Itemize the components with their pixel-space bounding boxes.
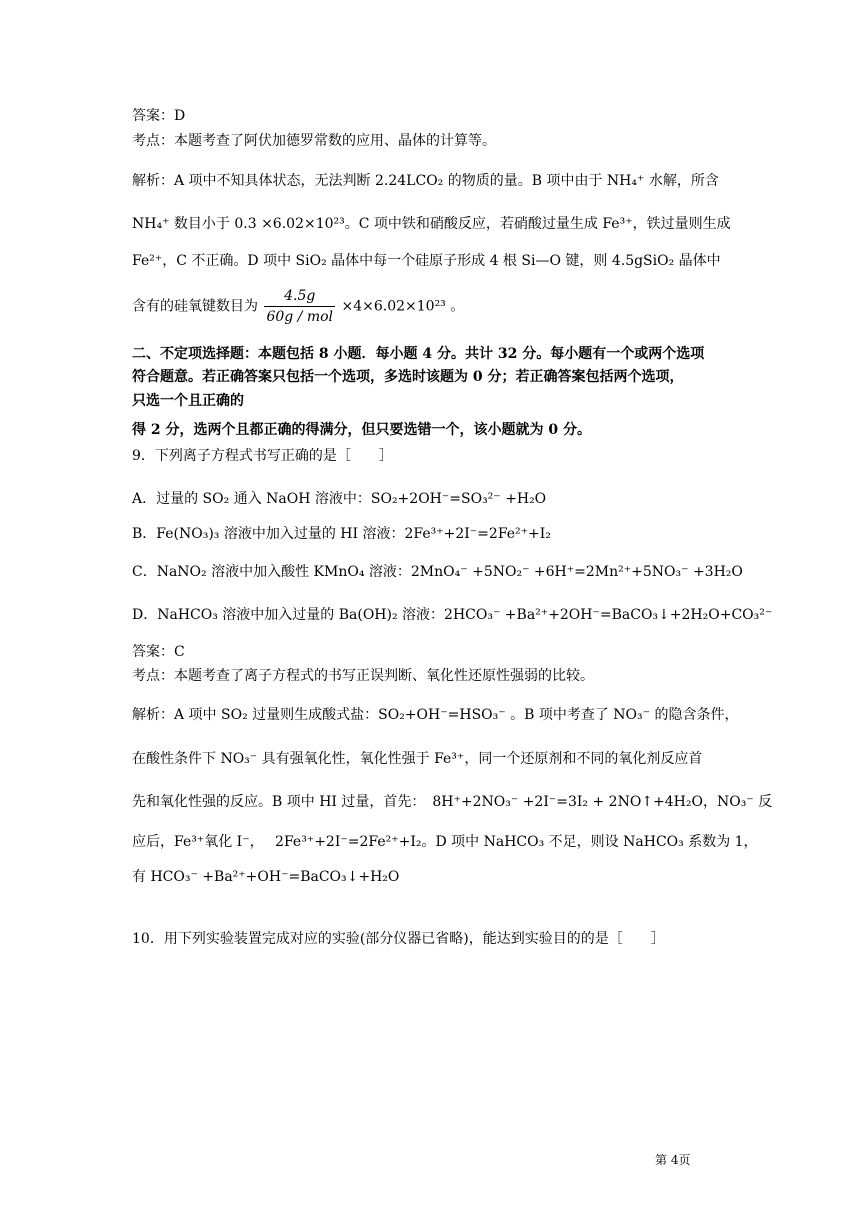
jiexi-8-formula-line [132,286,464,327]
kaodian-8: 考点：本题考查了阿伏加德罗常数的应用、晶体的计算等。 [132,133,496,149]
option-b: B．Fe(NO₃)₃ 溶液中加入过量的 HI 溶液：2Fe³⁺+2I⁻=2Fe²⁺+I₂ [132,526,551,542]
question-10: 10．用下列实验装置完成对应的实验(部分仪器已省略)，能达到实验目的的是［ ］ [132,931,665,947]
option-a: A．过量的 SO₂ 通入 NaOH 溶液中：SO₂+2OH⁻=SO₃²⁻ +H₂O [132,491,547,507]
jiexi-9-line4: 应后，Fe³⁺氧化 I⁻， 2Fe³⁺+2I⁻=2Fe²⁺+I₂。D 项中 NaHCO₃ 不足，则设 NaHCO₃ 系数为 1， [132,834,758,850]
formula-prefix: 含有的硅氧键数目为 [132,298,258,315]
fraction-denominator: 60g / mol [266,309,334,325]
jiexi-8-line1: 解析：A 项中不知具体状态，无法判断 2.24LCO₂ 的物质的量。B 项中由于 NH₄⁺ 水解，所含 [132,173,719,189]
jiexi-9-line3: 先和氧化性强的反应。B 项中 HI 过量，首先： 8H⁺+2NO₃⁻ +2I⁻=3I₂ + 2NO↑+4H₂O，NO₃⁻ 反 [132,794,773,810]
option-c: C．NaNO₂ 溶液中加入酸性 KMnO₄ 溶液：2MnO₄⁻ +5NO₂⁻ +6H⁺=2Mn²⁺+5NO₃⁻ +3H₂O [132,564,743,580]
section-2-heading-line2: 符合题意。若正确答案只包括一个选项，多选时该题为 0 分；若正确答案包括两个选项， [132,369,684,385]
kaodian-9: 考点：本题考查了离子方程式的书写正误判断、氧化性还原性强弱的比较。 [132,668,594,684]
page-number: 第 4页 [655,1153,691,1167]
question-9: 9．下列离子方程式书写正确的是［ ］ [132,448,393,464]
formula-suffix: ×4×6.02×10²³ 。 [341,298,465,315]
option-d: D．NaHCO₃ 溶液中加入过量的 Ba(OH)₂ 溶液：2HCO₃⁻ +Ba²⁺+2OH⁻=BaCO₃↓+2H₂O+CO₃²⁻ [132,607,773,623]
jiexi-9-line2: 在酸性条件下 NO₃⁻ 具有强氧化性，氧化性强于 Fe³⁺，同一个还原剂和不同的氧化剂反应首 [132,751,703,767]
section-2-heading-line1: 二、不定项选择题：本题包括 8 小题．每小题 4 分。共计 32 分。每小题有一个或两个选项 [132,346,705,362]
jiexi-9-line1: 解析：A 项中 SO₂ 过量则生成酸式盐：SO₂+OH⁻=HSO₃⁻ 。B 项中考查了 NO₃⁻ 的隐含条件， [132,707,739,723]
jiexi-9-line5: 有 HCO₃⁻ +Ba²⁺+OH⁻=BaCO₃↓+H₂O [132,869,400,885]
jiexi-8-line2: NH₄⁺ 数目小于 0.3 ×6.02×10²³。C 项中铁和硝酸反应，若硝酸过量生成 Fe³⁺，铁过量则生成 [132,216,731,232]
answer-8: 答案：D [132,108,186,124]
section-2-heading-line3: 只选一个且正确的 [132,393,244,409]
section-2-heading-line4: 得 2 分，选两个且都正确的得满分，但只要选错一个，该小题就为 0 分。 [132,422,591,438]
answer-9: 答案：C [132,644,185,660]
jiexi-8-line3: Fe²⁺，C 不正确。D 项中 SiO₂ 晶体中每一个硅原子形成 4 根 Si—O 键，则 4.5gSiO₂ 晶体中 [132,253,721,269]
fraction [264,286,335,327]
fraction-numerator: 4.5g [264,286,335,307]
